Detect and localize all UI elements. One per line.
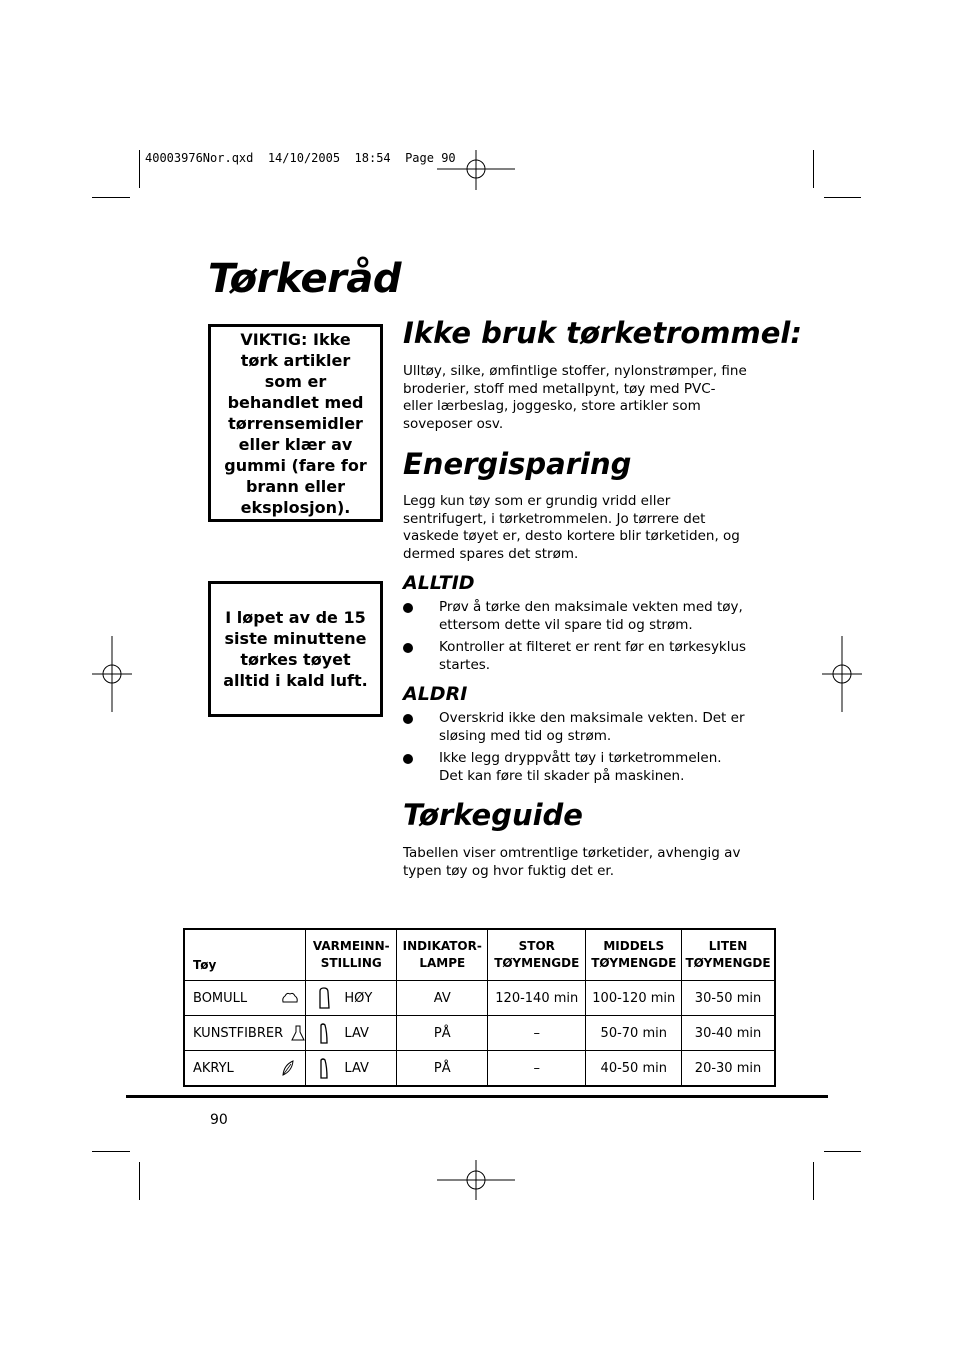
crop-mark: [813, 150, 814, 188]
large-load-time: –: [488, 1051, 586, 1087]
guide-text: Tabellen viser omtrentlige tørketider, avhengig av typen tøy og hvor fuktig det er.: [403, 845, 741, 879]
registration-mark-icon: [822, 636, 862, 712]
small-load-time: 20-30 min: [682, 1051, 775, 1087]
heat-setting: LAV: [344, 1025, 369, 1041]
heat-setting: HØY: [344, 990, 373, 1006]
list-item: Overskrid ikke den maksimale vekten. Det er sløsing med tid og strøm.: [403, 710, 748, 745]
column-header-large-load: STOR TØYMENGDE: [488, 929, 586, 981]
indicator-lamp: AV: [397, 981, 488, 1016]
page-number: 90: [210, 1112, 228, 1128]
bottom-rule: [126, 1095, 828, 1098]
column-header-indicator: INDIKATOR- LAMPE: [397, 929, 488, 981]
cotton-icon: [281, 991, 299, 1005]
medium-load-time: 40-50 min: [586, 1051, 682, 1087]
bullet-icon: [403, 643, 413, 653]
no-dryer-text: Ulltøy, silke, ømfintlige stoffer, nylonstrømper, fine broderier, stoff med metallpynt, tøy med PVC- eller lærbeslag, joggesko, store artikler som soveposer osv.: [403, 363, 747, 433]
column-header-small-load: LITEN TØYMENGDE: [682, 929, 775, 981]
crop-mark: [813, 1162, 814, 1200]
heading-energy: Energisparing: [403, 447, 632, 481]
important-notice-box: [208, 324, 383, 522]
small-load-time: 30-50 min: [682, 981, 775, 1016]
table-header-row: [184, 929, 775, 981]
energy-text: Legg kun tøy som er grundig vridd eller sentrifugert, i tørketrommelen. Jo tørrere det vaskede tøyet er, desto kortere blir tørketiden, og dermed spares det strøm.: [403, 493, 740, 563]
fabric-name: AKRYL: [193, 1060, 234, 1076]
low-heat-icon: [318, 1022, 330, 1044]
crop-mark: [824, 197, 861, 198]
small-load-time: 30-40 min: [682, 1016, 775, 1051]
heat-setting: LAV: [344, 1060, 369, 1076]
indicator-lamp: PÅ: [397, 1051, 488, 1087]
low-heat-icon: [318, 1057, 330, 1079]
acrylic-icon: [281, 1060, 295, 1076]
list-item: Kontroller at filteret er rent før en tørkesyklus startes.: [403, 639, 748, 674]
heading-never: ALDRI: [403, 683, 468, 705]
fabric-name: BOMULL: [193, 990, 248, 1006]
list-item: Prøv å tørke den maksimale vekten med tøy, ettersom dette vil spare tid og strøm.: [403, 599, 748, 634]
bullet-icon: [403, 754, 413, 764]
medium-load-time: 50-70 min: [586, 1016, 682, 1051]
crop-mark: [92, 1151, 130, 1152]
column-header-heat: VARMEINN- STILLING: [306, 929, 397, 981]
table-row: [184, 1016, 775, 1051]
page-title: Tørkeråd: [208, 256, 401, 302]
medium-load-time: 100-120 min: [586, 981, 682, 1016]
list-item: Ikke legg dryppvått tøy i tørketrommelen. Det kan føre til skader på maskinen.: [403, 750, 748, 785]
drying-guide-table: [183, 928, 776, 1087]
heading-guide: Tørkeguide: [403, 798, 583, 832]
column-header-medium-load: MIDDELS TØYMENGDE: [586, 929, 682, 981]
print-slug: 40003976Nor.qxd 14/10/2005 18:54 Page 90: [145, 151, 456, 165]
table-row: [184, 1051, 775, 1087]
crop-mark: [92, 197, 130, 198]
cool-down-notice-text: I løpet av de 15 siste minuttene tørkes tøyet alltid i kald luft.: [223, 608, 368, 690]
indicator-lamp: PÅ: [397, 1016, 488, 1051]
heading-no-dryer: Ikke bruk tørketrommel:: [403, 316, 802, 350]
registration-mark-icon: [437, 1160, 515, 1200]
crop-mark: [139, 150, 140, 188]
crop-mark: [824, 1151, 861, 1152]
heading-always: ALLTID: [403, 572, 475, 594]
table-row: [184, 981, 775, 1016]
high-heat-icon: [318, 987, 330, 1009]
column-header-fabric: Tøy: [184, 929, 306, 981]
bullet-icon: [403, 603, 413, 613]
registration-mark-icon: [92, 636, 132, 712]
important-notice-text: VIKTIG: Ikke tørk artikler som er behandlet med tørrensemidler eller klær av gummi (fare for brann eller eksplosjon).: [224, 329, 367, 517]
registration-mark-icon: [437, 150, 515, 190]
synthetic-icon: [291, 1025, 305, 1041]
fabric-name: KUNSTFIBRER: [193, 1025, 284, 1041]
crop-mark: [139, 1162, 140, 1200]
cool-down-notice-box: [208, 581, 383, 717]
large-load-time: –: [488, 1016, 586, 1051]
large-load-time: 120-140 min: [488, 981, 586, 1016]
bullet-icon: [403, 714, 413, 724]
